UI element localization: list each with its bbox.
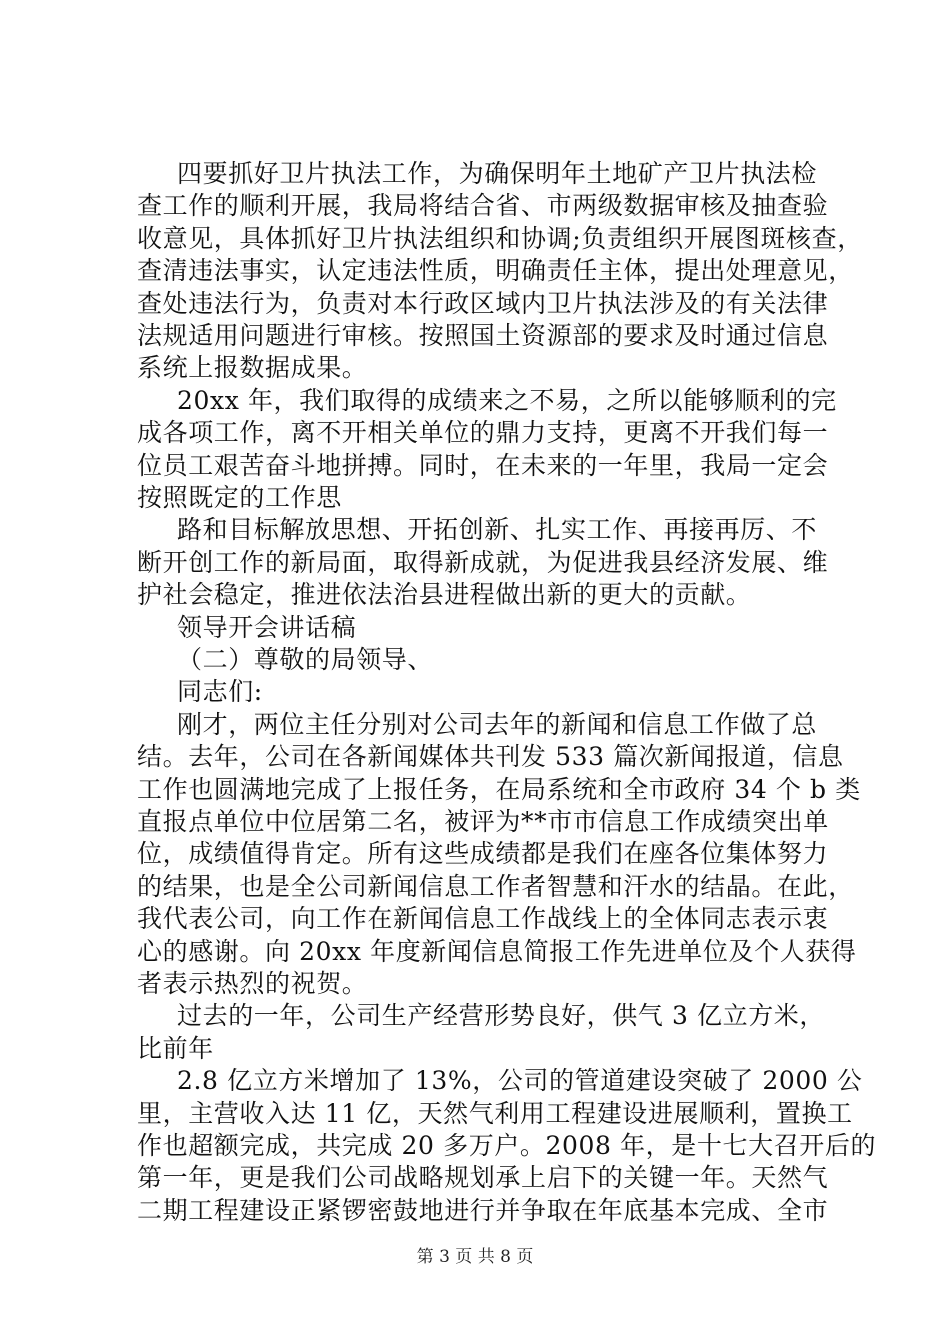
paragraph-line: 位，成绩值得肯定。所有这些成绩都是我们在座各位集体努力 — [137, 839, 829, 869]
paragraph-line: 按照既定的工作思 — [137, 483, 342, 512]
paragraph-line: 20xx 年，我们取得的成绩来之不易，之所以能够顺利的完 — [177, 385, 837, 415]
paragraph-line: 的结果，也是全公司新闻信息工作者智慧和汗水的结晶。在此， — [137, 871, 854, 901]
paragraph-line: 路和目标解放思想、开拓创新、扎实工作、再接再厉、不 — [177, 515, 818, 545]
paragraph-line: 护社会稳定，推进依法治县进程做出新的更大的贡献。 — [137, 580, 752, 610]
paragraph-line: 2.8 亿立方米增加了 13%，公司的管道建设突破了 2000 公 — [177, 1066, 863, 1096]
paragraph-line: 位员工艰苦奋斗地拼搏。同时，在未来的一年里，我局一定会 — [137, 450, 829, 480]
paragraph-line: 我代表公司，向工作在新闻信息工作战线上的全体同志表示衷 — [137, 904, 829, 934]
paragraph-line: 结。去年，公司在各新闻媒体共刊发 533 篇次新闻报道，信息 — [137, 742, 844, 772]
paragraph-line: 第一年，更是我们公司战略规划承上启下的关键一年。天然气 — [137, 1163, 829, 1193]
section-subtitle: （二）尊敬的局领导、 — [177, 645, 434, 674]
paragraph-line: 里，主营收入达 11 亿，天然气利用工程建设进展顺利，置换工 — [137, 1098, 853, 1128]
paragraph-line: 作也超额完成，共完成 20 多万户。2008 年，是十七大召开后的 — [137, 1131, 877, 1160]
page-footer: 第 3 页 共 8 页 — [416, 1247, 534, 1267]
paragraph-line: 查工作的顺利开展，我局将结合省、市两级数据审核及抽查验 — [137, 191, 829, 221]
paragraph-line: 工作也圆满地完成了上报任务，在局系统和全市政府 34 个 b 类 — [137, 774, 861, 804]
paragraph-line: 查处违法行为，负责对本行政区域内卫片执法涉及的有关法律 — [137, 288, 829, 318]
paragraph-line: 断开创工作的新局面，取得新成就，为促进我县经济发展、维 — [137, 547, 829, 577]
paragraph-line: 收意见，具体抓好卫片执法组织和协调;负责组织开展图斑核查， — [137, 223, 863, 253]
paragraph-line: 过去的一年，公司生产经营形势良好，供气 3 亿立方米， — [177, 1001, 826, 1031]
section-title: 领导开会讲话稿 — [177, 612, 357, 642]
paragraph-line: 四要抓好卫片执法工作，为确保明年土地矿产卫片执法检 — [177, 159, 818, 188]
paragraph-line: 查清违法事实，认定违法性质，明确责任主体，提出处理意见， — [137, 256, 854, 286]
paragraph-line: 直报点单位中位居第二名，被评为**市市信息工作成绩突出单 — [137, 807, 829, 836]
paragraph-line: 者表示热烈的祝贺。 — [137, 969, 368, 998]
paragraph-line: 成各项工作，离不开相关单位的鼎力支持，更离不开我们每一 — [137, 418, 829, 448]
paragraph-line: 刚才，两位主任分别对公司去年的新闻和信息工作做了总 — [177, 709, 818, 739]
paragraph-line: 二期工程建设正紧锣密鼓地进行并争取在年底基本完成、全市 — [137, 1195, 829, 1225]
paragraph-line: 系统上报数据成果。 — [137, 353, 368, 383]
paragraph-line: 心的感谢。向 20xx 年度新闻信息简报工作先进单位及个人获得 — [137, 936, 857, 966]
salutation: 同志们: — [177, 677, 263, 707]
paragraph-line: 比前年 — [137, 1033, 214, 1063]
paragraph-line: 法规适用问题进行审核。按照国土资源部的要求及时通过信息 — [137, 321, 829, 350]
